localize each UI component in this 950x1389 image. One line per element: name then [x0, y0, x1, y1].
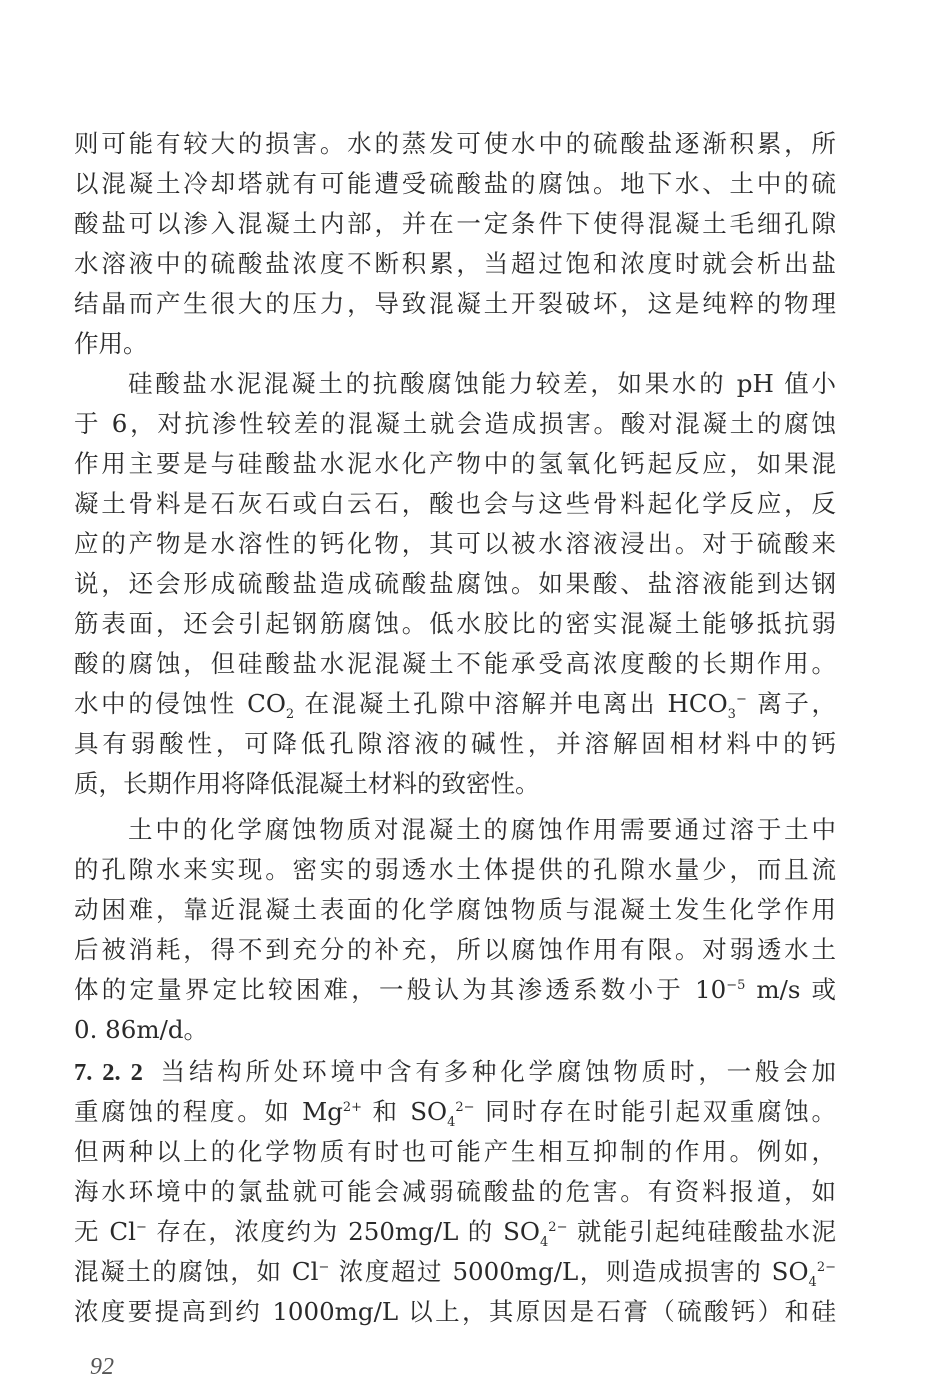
page-number: 92 — [90, 1354, 114, 1380]
text-line-co2: 水中的侵蚀性 $CO_2$ 在混凝土孔隙中溶解并电离出 $HCO_3^-$ 离子， — [74, 689, 836, 722]
text-line: 的孔隙水来实现。密实的弱透水土体提供的孔隙水量少，而且流 — [74, 855, 836, 884]
text-line: 水溶液中的硫酸盐浓度不断积累，当超过饱和浓度时就会析出盐 — [74, 249, 836, 278]
text-line: 筋表面，还会引起钢筋腐蚀。低水胶比的密实混凝土能够抵抗弱 — [74, 609, 836, 638]
text-line: 作用。 — [74, 329, 148, 358]
text-line: 硅酸盐水泥混凝土的抗酸腐蚀能力较差，如果水的 pH 值小 — [128, 369, 836, 398]
text-line-exponent: 体的定量界定比较困难，一般认为其渗透系数小于 $10^{-5}$ m/s 或 — [74, 975, 836, 1004]
text-line: 酸盐可以渗入混凝土内部，并在一定条件下使得混凝土毛细孔隙 — [74, 209, 836, 238]
text-line-chloride: 无 Cl− 存在，浓度约为 250mg/L 的 $SO_4^{2-}$ 就能引起纯硅酸盐水泥 — [74, 1217, 836, 1250]
section-number: 7. 2. 2 — [74, 1059, 143, 1086]
text-line: 说，还会形成硫酸盐造成硫酸盐腐蚀。如果酸、盐溶液能到达钢 — [74, 569, 836, 598]
text-line: 具有弱酸性，可降低孔隙溶液的碱性，并溶解固相材料中的钙 — [74, 729, 836, 758]
text-line: 海水环境中的氯盐就可能会减弱硫酸盐的危害。有资料报道，如 — [74, 1177, 836, 1206]
text-line: 但两种以上的化学物质有时也可能产生相互抑制的作用。例如， — [74, 1137, 836, 1166]
text-line: 结晶而产生很大的压力，导致混凝土开裂破坏，这是纯粹的物理 — [74, 289, 836, 318]
text-line: 应的产物是水溶性的钙化物，其可以被水溶液浸出。对于硫酸来 — [74, 529, 836, 558]
text-line: 酸的腐蚀，但硅酸盐水泥混凝土不能承受高浓度酸的长期作用。 — [74, 649, 836, 678]
text-line: 则可能有较大的损害。水的蒸发可使水中的硫酸盐逐渐积累，所 — [74, 129, 836, 158]
text-line: 动困难，靠近混凝土表面的化学腐蚀物质与混凝土发生化学作用 — [74, 895, 836, 924]
text-line: 作用主要是与硅酸盐水泥水化产物中的氢氧化钙起反应，如果混 — [74, 449, 836, 478]
text-line: 以混凝土冷却塔就有可能遭受硫酸盐的腐蚀。地下水、土中的硫 — [74, 169, 836, 198]
text-line: 后被消耗，得不到充分的补充，所以腐蚀作用有限。对弱透水土 — [74, 935, 836, 964]
text-line: 凝土骨料是石灰石或白云石，酸也会与这些骨料起化学反应，反 — [74, 489, 836, 518]
text-line: 0. 86m/d。 — [74, 1015, 209, 1044]
text-line: 土中的化学腐蚀物质对混凝土的腐蚀作用需要通过溶于土中 — [128, 815, 836, 844]
text-line-chloride: 混凝土的腐蚀，如 Cl− 浓度超过 5000mg/L，则造成损害的 $SO_4^{2-}$ — [74, 1257, 836, 1290]
text-line-ions: 重腐蚀的程度。如 $Mg^{2+}$ 和 $SO_4^{2-}$ 同时存在时能引起双重腐蚀。 — [74, 1097, 836, 1130]
text-line: 质，长期作用将降低混凝土材料的致密性。 — [74, 769, 540, 798]
text-line: 浓度要提高到约 1000mg/L 以上，其原因是石膏（硫酸钙）和硅 — [74, 1297, 836, 1326]
section-line: 7. 2. 2 当结构所处环境中含有多种化学腐蚀物质时，一般会加 — [74, 1057, 837, 1086]
text-line: 于 6，对抗渗性较差的混凝土就会造成损害。酸对混凝土的腐蚀 — [74, 409, 836, 438]
